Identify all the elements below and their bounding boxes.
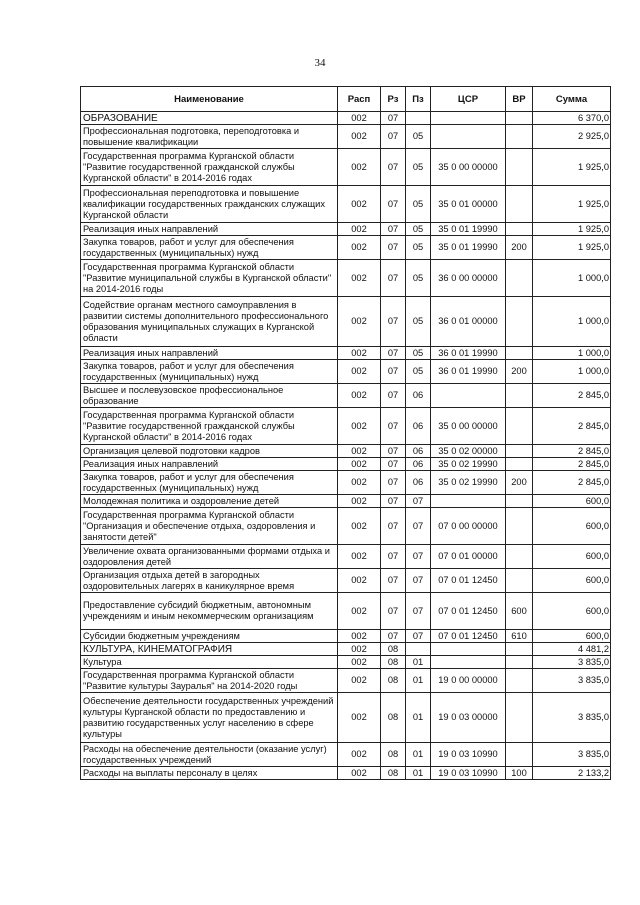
row-pz: 07	[406, 593, 431, 630]
row-rasp: 002	[338, 630, 381, 643]
row-sum: 6 370,0	[533, 112, 611, 125]
row-vr: 600	[506, 593, 533, 630]
header-name: Наименование	[81, 87, 338, 112]
row-rasp: 002	[338, 508, 381, 545]
row-pz: 05	[406, 223, 431, 236]
row-name: Закупка товаров, работ и услуг для обеспечения государственных (муниципальных) нужд	[81, 236, 338, 260]
row-pz: 05	[406, 360, 431, 384]
row-csr: 07 0 01 12450	[431, 630, 506, 643]
row-vr	[506, 569, 533, 593]
row-sum: 2 845,0	[533, 384, 611, 408]
table-row	[81, 643, 611, 656]
row-name: Реализация иных направлений	[81, 458, 338, 471]
row-name: Содействие органам местного самоуправления в развитии системы дополнительного профессионального образования муниципальных служащих в Курганской области	[81, 297, 338, 347]
row-rasp: 002	[338, 360, 381, 384]
row-sum: 1 000,0	[533, 360, 611, 384]
row-csr	[431, 384, 506, 408]
header-vr: ВР	[506, 87, 533, 112]
table-row	[81, 260, 611, 297]
table-row	[81, 593, 611, 630]
table-row	[81, 471, 611, 495]
row-name: Обеспечение деятельности государственных учреждений культуры Курганской области по предоставлению и развитию государственных услуг населению в сфере культуры	[81, 693, 338, 743]
row-name: Увеличение охвата организованными формами отдыха и оздоровления детей	[81, 545, 338, 569]
row-rz: 08	[381, 669, 406, 693]
row-sum: 600,0	[533, 508, 611, 545]
row-csr: 35 0 02 19990	[431, 458, 506, 471]
row-csr: 07 0 01 12450	[431, 569, 506, 593]
row-pz: 07	[406, 495, 431, 508]
row-pz: 07	[406, 508, 431, 545]
row-pz: 06	[406, 445, 431, 458]
row-pz: 01	[406, 656, 431, 669]
table-row	[81, 545, 611, 569]
row-csr: 36 0 00 00000	[431, 260, 506, 297]
row-sum: 2 845,0	[533, 445, 611, 458]
row-sum: 1 925,0	[533, 223, 611, 236]
row-sum: 600,0	[533, 630, 611, 643]
row-rz: 07	[381, 593, 406, 630]
row-csr	[431, 112, 506, 125]
row-csr: 19 0 03 10990	[431, 767, 506, 780]
table-row	[81, 458, 611, 471]
table-header	[81, 87, 611, 112]
row-pz	[406, 643, 431, 656]
row-pz: 06	[406, 458, 431, 471]
row-name: Расходы на выплаты персоналу в целях	[81, 767, 338, 780]
row-csr	[431, 643, 506, 656]
row-sum: 2 845,0	[533, 471, 611, 495]
row-pz: 05	[406, 149, 431, 186]
row-sum: 1 925,0	[533, 236, 611, 260]
table-row	[81, 236, 611, 260]
row-pz: 07	[406, 630, 431, 643]
header-sum: Сумма	[533, 87, 611, 112]
row-rasp: 002	[338, 260, 381, 297]
row-vr: 200	[506, 360, 533, 384]
table-row	[81, 223, 611, 236]
row-sum: 1 925,0	[533, 186, 611, 223]
row-name: Государственная программа Курганской области "Развитие государственной гражданской службы Курганской области" в 2014-2016 годах	[81, 408, 338, 445]
row-sum: 1 000,0	[533, 347, 611, 360]
row-vr: 200	[506, 236, 533, 260]
row-csr: 35 0 00 00000	[431, 149, 506, 186]
row-rasp: 002	[338, 569, 381, 593]
row-csr: 35 0 02 19990	[431, 471, 506, 495]
table-row	[81, 408, 611, 445]
row-sum: 2 925,0	[533, 125, 611, 149]
row-rasp: 002	[338, 236, 381, 260]
row-rz: 07	[381, 149, 406, 186]
row-vr	[506, 643, 533, 656]
row-vr	[506, 223, 533, 236]
row-csr: 07 0 01 00000	[431, 545, 506, 569]
row-pz: 01	[406, 743, 431, 767]
page-number: 34	[314, 57, 326, 69]
row-sum: 1 925,0	[533, 149, 611, 186]
row-csr: 19 0 00 00000	[431, 669, 506, 693]
row-rasp: 002	[338, 643, 381, 656]
row-rasp: 002	[338, 767, 381, 780]
header-csr: ЦСР	[431, 87, 506, 112]
row-name: Закупка товаров, работ и услуг для обеспечения государственных (муниципальных) нужд	[81, 471, 338, 495]
row-rasp: 002	[338, 149, 381, 186]
row-pz: 07	[406, 545, 431, 569]
row-name: ОБРАЗОВАНИЕ	[81, 112, 338, 125]
row-vr	[506, 408, 533, 445]
table-row	[81, 495, 611, 508]
row-sum: 2 845,0	[533, 408, 611, 445]
row-pz: 06	[406, 408, 431, 445]
table-row	[81, 347, 611, 360]
row-pz	[406, 112, 431, 125]
row-csr: 36 0 01 19990	[431, 360, 506, 384]
row-sum: 3 835,0	[533, 743, 611, 767]
row-pz: 05	[406, 347, 431, 360]
row-rasp: 002	[338, 471, 381, 495]
row-name: Профессиональная подготовка, переподготовка и повышение квалификации	[81, 125, 338, 149]
row-name: Предоставление субсидий бюджетным, автономным учреждениям и иным некоммерческим организациям	[81, 593, 338, 630]
row-rz: 07	[381, 471, 406, 495]
table-row	[81, 186, 611, 223]
row-vr	[506, 669, 533, 693]
row-rz: 07	[381, 384, 406, 408]
row-csr: 07 0 01 12450	[431, 593, 506, 630]
row-name: Государственная программа Курганской области "Организация и обеспечение отдыха, оздоровления и занятости детей"	[81, 508, 338, 545]
header-pz: Пз	[406, 87, 431, 112]
row-name: Государственная программа Курганской области "Развитие культуры Зауралья" на 2014-2020 годы	[81, 669, 338, 693]
row-csr: 19 0 03 00000	[431, 693, 506, 743]
row-rz: 08	[381, 743, 406, 767]
row-rasp: 002	[338, 223, 381, 236]
row-rz: 07	[381, 360, 406, 384]
row-csr: 07 0 00 00000	[431, 508, 506, 545]
row-sum: 4 481,2	[533, 643, 611, 656]
row-name: Высшее и послевузовское профессиональное образование	[81, 384, 338, 408]
row-pz: 05	[406, 260, 431, 297]
row-rz: 07	[381, 458, 406, 471]
row-pz: 07	[406, 569, 431, 593]
table-row	[81, 297, 611, 347]
row-pz: 05	[406, 236, 431, 260]
row-vr	[506, 384, 533, 408]
row-vr	[506, 297, 533, 347]
row-vr	[506, 186, 533, 223]
row-name: Профессиональная переподготовка и повышение квалификации государственных гражданских служащих Курганской области	[81, 186, 338, 223]
row-name: Субсидии бюджетным учреждениям	[81, 630, 338, 643]
row-rasp: 002	[338, 458, 381, 471]
row-sum: 1 000,0	[533, 297, 611, 347]
row-pz: 01	[406, 669, 431, 693]
row-rasp: 002	[338, 125, 381, 149]
row-rasp: 002	[338, 593, 381, 630]
row-csr	[431, 656, 506, 669]
row-csr: 35 0 01 19990	[431, 223, 506, 236]
row-rz: 08	[381, 656, 406, 669]
row-rz: 07	[381, 495, 406, 508]
row-name: Культура	[81, 656, 338, 669]
row-rasp: 002	[338, 347, 381, 360]
row-sum: 600,0	[533, 569, 611, 593]
table-row	[81, 669, 611, 693]
table-row	[81, 112, 611, 125]
row-name: Молодежная политика и оздоровление детей	[81, 495, 338, 508]
table-row	[81, 508, 611, 545]
row-rz: 07	[381, 408, 406, 445]
row-rasp: 002	[338, 743, 381, 767]
row-pz: 05	[406, 186, 431, 223]
row-sum: 600,0	[533, 593, 611, 630]
row-csr: 35 0 01 19990	[431, 236, 506, 260]
row-sum: 3 835,0	[533, 669, 611, 693]
row-pz: 06	[406, 471, 431, 495]
row-rz: 08	[381, 643, 406, 656]
row-csr: 35 0 02 00000	[431, 445, 506, 458]
row-rasp: 002	[338, 112, 381, 125]
row-name: Организация целевой подготовки кадров	[81, 445, 338, 458]
row-rz: 07	[381, 569, 406, 593]
header-rz: Рз	[381, 87, 406, 112]
row-vr: 100	[506, 767, 533, 780]
table-row	[81, 384, 611, 408]
row-pz: 01	[406, 767, 431, 780]
row-vr	[506, 495, 533, 508]
row-rasp: 002	[338, 186, 381, 223]
table-row	[81, 360, 611, 384]
row-pz: 06	[406, 384, 431, 408]
header-rasp: Расп	[338, 87, 381, 112]
row-vr	[506, 508, 533, 545]
row-rasp: 002	[338, 297, 381, 347]
row-pz: 05	[406, 125, 431, 149]
row-sum: 600,0	[533, 545, 611, 569]
table-row	[81, 445, 611, 458]
row-sum: 3 835,0	[533, 656, 611, 669]
row-rz: 07	[381, 125, 406, 149]
table-row	[81, 693, 611, 743]
row-csr: 36 0 01 00000	[431, 297, 506, 347]
row-rasp: 002	[338, 408, 381, 445]
row-csr: 36 0 01 19990	[431, 347, 506, 360]
row-vr	[506, 656, 533, 669]
row-rz: 08	[381, 767, 406, 780]
row-rz: 07	[381, 223, 406, 236]
row-vr	[506, 149, 533, 186]
row-name: Реализация иных направлений	[81, 347, 338, 360]
row-vr	[506, 125, 533, 149]
row-sum: 2 845,0	[533, 458, 611, 471]
table-row	[81, 125, 611, 149]
row-rz: 07	[381, 112, 406, 125]
row-rasp: 002	[338, 384, 381, 408]
budget-table	[80, 86, 611, 780]
row-name: КУЛЬТУРА, КИНЕМАТОГРАФИЯ	[81, 643, 338, 656]
row-rz: 07	[381, 260, 406, 297]
row-sum: 600,0	[533, 495, 611, 508]
row-vr	[506, 445, 533, 458]
row-rasp: 002	[338, 495, 381, 508]
row-rz: 07	[381, 236, 406, 260]
row-pz: 05	[406, 297, 431, 347]
row-name: Закупка товаров, работ и услуг для обеспечения государственных (муниципальных) нужд	[81, 360, 338, 384]
row-rz: 07	[381, 445, 406, 458]
row-name: Реализация иных направлений	[81, 223, 338, 236]
row-rasp: 002	[338, 656, 381, 669]
row-rz: 07	[381, 508, 406, 545]
row-vr	[506, 112, 533, 125]
row-rz: 07	[381, 545, 406, 569]
row-vr	[506, 347, 533, 360]
row-rz: 08	[381, 693, 406, 743]
row-vr	[506, 693, 533, 743]
table-row	[81, 569, 611, 593]
row-rz: 07	[381, 347, 406, 360]
table-row	[81, 149, 611, 186]
row-sum: 1 000,0	[533, 260, 611, 297]
row-rz: 07	[381, 297, 406, 347]
table-row	[81, 630, 611, 643]
row-vr	[506, 545, 533, 569]
row-rz: 07	[381, 186, 406, 223]
row-csr	[431, 125, 506, 149]
table-row	[81, 767, 611, 780]
row-vr	[506, 260, 533, 297]
row-rz: 07	[381, 630, 406, 643]
row-csr: 19 0 03 10990	[431, 743, 506, 767]
row-csr: 35 0 01 00000	[431, 186, 506, 223]
row-pz: 01	[406, 693, 431, 743]
row-csr: 35 0 00 00000	[431, 408, 506, 445]
row-vr: 200	[506, 471, 533, 495]
table-row	[81, 656, 611, 669]
row-rasp: 002	[338, 693, 381, 743]
row-sum: 2 133,2	[533, 767, 611, 780]
row-rasp: 002	[338, 669, 381, 693]
row-rasp: 002	[338, 545, 381, 569]
row-vr	[506, 743, 533, 767]
row-sum: 3 835,0	[533, 693, 611, 743]
row-vr: 610	[506, 630, 533, 643]
table-row	[81, 743, 611, 767]
row-name: Государственная программа Курганской области "Развитие государственной гражданской службы Курганской области" в 2014-2016 годах	[81, 149, 338, 186]
row-vr	[506, 458, 533, 471]
row-name: Расходы на обеспечение деятельности (оказание услуг) государственных учреждений	[81, 743, 338, 767]
row-name: Государственная программа Курганской области "Развитие муниципальной службы в Курганской области" на 2014-2016 годы	[81, 260, 338, 297]
row-name: Организация отдыха детей в загородных оздоровительных лагерях в каникулярное время	[81, 569, 338, 593]
row-csr	[431, 495, 506, 508]
row-rasp: 002	[338, 445, 381, 458]
